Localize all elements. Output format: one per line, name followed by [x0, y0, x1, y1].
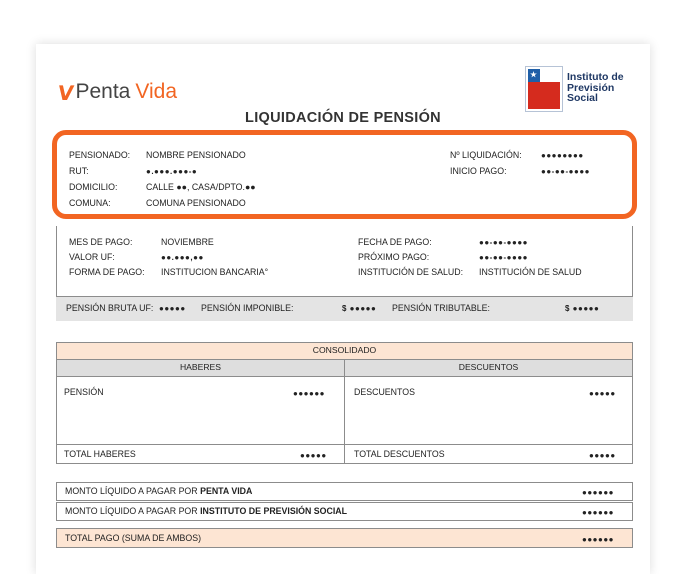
ips-monto-label [65, 506, 347, 517]
inicio-pago-value: ●●-●●-●●●● [541, 167, 590, 176]
penta-vida-logo-word-penta: Penta [75, 80, 131, 103]
total-pago-label: TOTAL PAGO (SUMA DE AMBOS) [65, 533, 202, 543]
consolidado-header-cell [56, 342, 633, 360]
consolidado-header: CONSOLIDADO [312, 345, 377, 355]
pensionado-label: PENSIONADO: [69, 150, 131, 160]
forma-pago-value: INSTITUCION BANCARIA° [161, 267, 269, 277]
ips-monto-prefix: MONTO LÍQUIDO A PAGAR POR [65, 506, 201, 516]
liquidacion-value: ●●●●●●●● [541, 151, 584, 160]
rut-value: ●.●●●.●●●-● [146, 167, 198, 176]
ips-line-2: Previsión [567, 81, 615, 94]
rut-label: RUT: [69, 166, 89, 176]
ips-monto-entity: INSTITUTO DE PREVISIÓN SOCIAL [200, 506, 348, 516]
fecha-pago-label: FECHA DE PAGO: [358, 237, 432, 247]
salud-label: INSTITUCIÓN DE SALUD: [358, 267, 464, 277]
penta-vida-logo-word-vida: Vida [135, 80, 178, 103]
total-descuentos-value: ●●●●● [589, 451, 616, 460]
liquidacion-label: Nº LIQUIDACIÓN: [450, 150, 522, 160]
pension-bruta-label: PENSIÓN BRUTA UF: [66, 303, 154, 313]
penta-monto-prefix: MONTO LÍQUIDO A PAGAR POR [65, 486, 201, 496]
descuentos-header: DESCUENTOS [458, 362, 519, 372]
domicilio-label: DOMICILIO: [69, 182, 118, 192]
highlight-ring [52, 130, 637, 219]
total-haberes-label: TOTAL HABERES [64, 449, 136, 459]
mes-pago-label: MES DE PAGO: [69, 237, 133, 247]
haberes-header: HABERES [179, 362, 222, 372]
total-pago-value: ●●●●●● [582, 535, 614, 544]
valor-uf-label: VALOR UF: [69, 252, 115, 262]
descuentos-header-cell [344, 359, 633, 377]
ips-line-1: Instituto de [567, 71, 624, 83]
penta-monto-value: ●●●●●● [582, 488, 614, 497]
fecha-pago-value: ●●-●●-●●●● [479, 238, 528, 247]
proximo-pago-label: PRÓXIMO PAGO: [358, 252, 430, 262]
descuentos-row-label: DESCUENTOS [354, 387, 415, 397]
pensionado-value: NOMBRE PENSIONADO [146, 150, 246, 160]
total-haberes-value: ●●●●● [300, 451, 327, 460]
pension-bruta-value: ●●●●● [159, 304, 186, 313]
mes-pago-value: NOVIEMBRE [161, 237, 214, 247]
document-title: LIQUIDACIÓN DE PENSIÓN [245, 110, 441, 126]
valor-uf-value: ●●.●●●,●● [161, 253, 204, 262]
chile-flag-icon [525, 66, 563, 112]
comuna-value: COMUNA PENSIONADO [146, 198, 246, 208]
forma-pago-label: FORMA DE PAGO: [69, 267, 145, 277]
proximo-pago-value: ●●-●●-●●●● [479, 253, 528, 262]
penta-monto-label [65, 486, 252, 497]
pension-imponible-value: $ ●●●●● [342, 304, 377, 313]
penta-monto-entity: PENTA VIDA [200, 486, 253, 496]
pension-tributable-label: PENSIÓN TRIBUTABLE: [392, 303, 490, 313]
comuna-label: COMUNA: [69, 198, 111, 208]
pension-tributable-value: $ ●●●●● [565, 304, 600, 313]
haberes-header-cell [56, 359, 345, 377]
domicilio-value: CALLE ●●, CASA/DPTO.●● [146, 182, 256, 192]
ips-logo-text [567, 72, 647, 104]
descuentos-row-value: ●●●●● [589, 389, 616, 398]
penta-vida-logo-mark: V [56, 81, 76, 105]
pension-imponible-label: PENSIÓN IMPONIBLE: [201, 303, 294, 313]
ips-monto-value: ●●●●●● [582, 508, 614, 517]
inicio-pago-label: INICIO PAGO: [450, 166, 507, 176]
pension-row-label: PENSIÓN [64, 387, 104, 397]
ips-line-3: Social [567, 92, 598, 104]
total-descuentos-label: TOTAL DESCUENTOS [354, 449, 445, 459]
salud-value: INSTITUCIÓN DE SALUD [479, 267, 582, 277]
penta-vida-logo [58, 79, 177, 103]
pension-row-value: ●●●●●● [293, 389, 325, 398]
document-page [36, 44, 650, 574]
